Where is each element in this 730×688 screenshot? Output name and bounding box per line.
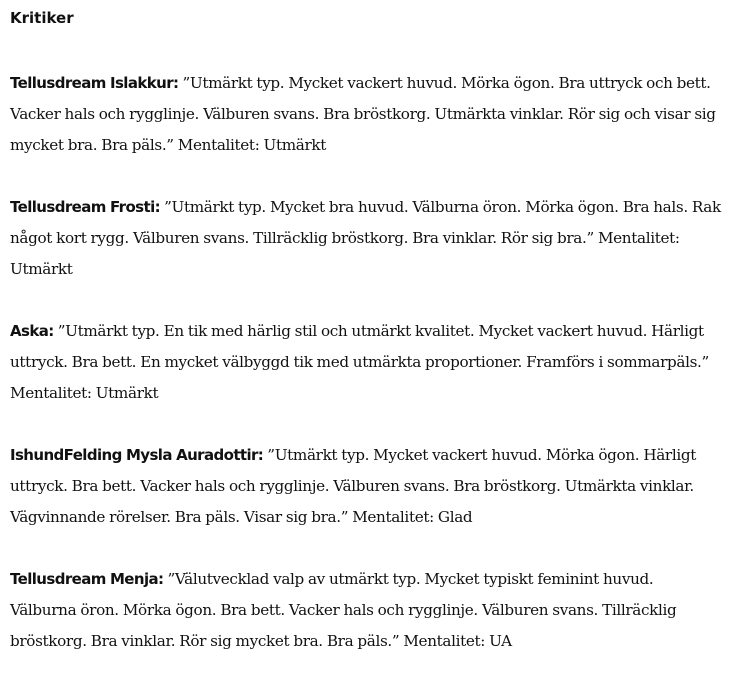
critique-entry [10,440,722,533]
dog-name: Tellusdream Frosti: [10,198,161,216]
critique-text: ”Utmärkt typ. Mycket bra huvud. Välburna öron. Mörka ögon. Bra hals. Rak något kort rygg. Välburen svans. Tillräcklig bröstkorg. Bra vinklar. Rör sig bra.” Mentalitet: Utmärkt [10,198,721,278]
critiques-document [10,6,722,688]
critique-text: ”Utmärkt typ. En tik med härlig stil och utmärkt kvalitet. Mycket vackert huvud. Härligt uttryck. Bra bett. En mycket välbyggd tik med utmärkta proportioner. Framförs i sommarpäls.” Mentalitet: Utmärkt [10,322,709,402]
critique-entry [10,316,722,409]
dog-name: Tellusdream Menja: [10,570,164,588]
dog-name: Aska: [10,322,54,340]
dog-name: Tellusdream Islakkur: [10,74,179,92]
critique-entry [10,192,722,285]
critique-text: ”Utmärkt typ. Mycket vackert huvud. Mörka ögon. Bra uttryck och bett. Vacker hals och rygglinje. Välburen svans. Bra bröstkorg. Utmärkta vinklar. Rör sig och visar sig mycket bra. Bra päls.” Mentalitet: Utmärkt [10,74,716,154]
critique-text: ”Välutvecklad valp av utmärkt typ. Mycket typiskt feminint huvud. Välburna öron. Mörka ögon. Bra bett. Vacker hals och rygglinje. Välburen svans. Tillräcklig bröstkorg. Bra vinklar. Rör sig mycket bra. Bra päls.” Mentalitet: UA [10,570,677,650]
dog-name: IshundFelding Mysla Auradottir: [10,446,264,464]
critique-entry [10,564,722,657]
critique-text: ”Utmärkt typ. Mycket vackert huvud. Mörka ögon. Härligt uttryck. Bra bett. Vacker hals och rygglinje. Välburen svans. Bra bröstkorg. Utmärkta vinklar. Vägvinnande rörelser. Bra päls. Visar sig bra.” Mentalitet: Glad [10,446,696,526]
page-heading: Kritiker [10,9,74,27]
critique-entry [10,68,722,161]
